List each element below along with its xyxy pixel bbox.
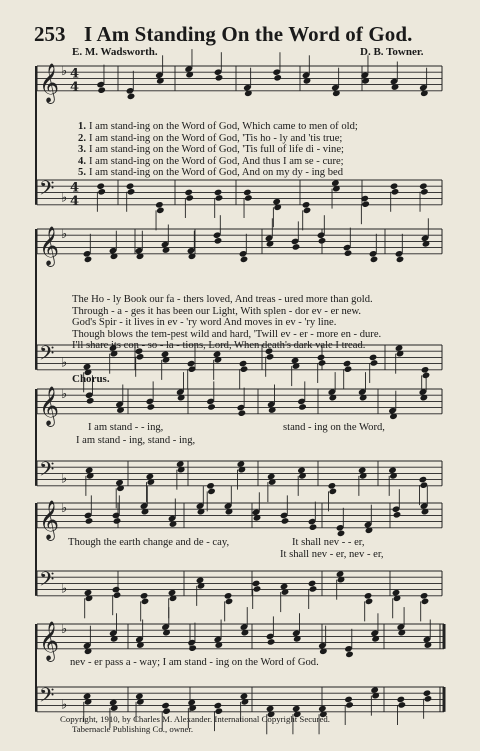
time-signature: 4: [70, 79, 80, 95]
note-head: [318, 359, 327, 367]
note-head: [207, 403, 216, 411]
copyright-notice: Copyright, 1910, by Charles M. Alexander. International Copyright Secured. Tabernacle Publishing Co., owner.: [60, 714, 330, 734]
bass-clef: 𝄢: [39, 457, 55, 486]
note-head: [281, 517, 290, 525]
note-head: [239, 360, 248, 368]
note-head: [303, 207, 312, 215]
flat-icon: ♭: [61, 227, 68, 243]
note-head: [140, 592, 149, 600]
note-head: [345, 651, 354, 659]
note-head: [207, 488, 216, 496]
note-head: [115, 479, 124, 487]
note-head: [225, 598, 234, 606]
note-head: [135, 693, 144, 701]
note-head: [127, 93, 136, 101]
lyricist-credit: E. M. Wadsworth.: [72, 46, 158, 58]
note-head: [336, 570, 345, 578]
flat-icon: ♭: [61, 501, 68, 517]
chorus-lyric: I am stand - - ing,: [88, 422, 164, 433]
note-head: [272, 198, 281, 206]
note-head: [85, 467, 94, 475]
note-head: [423, 689, 432, 697]
note-head: [420, 481, 429, 489]
note-head: [113, 591, 122, 599]
verse-line: Through - a - ges it has been our Light, With splen - dor ev - er new.: [72, 305, 362, 317]
time-signature: 4: [70, 180, 80, 196]
note-head: [388, 467, 397, 475]
verse-line: The Ho - ly Book our fa - thers loved, And treas - ured more than gold.: [72, 294, 373, 305]
note-head: [240, 693, 249, 701]
note-head: [396, 256, 405, 264]
bass-clef: 𝄢: [39, 567, 55, 596]
note-head: [97, 86, 106, 94]
note-head: [420, 592, 429, 600]
note-head: [215, 194, 224, 202]
note-head: [421, 366, 430, 374]
note-head: [109, 699, 118, 707]
note-head: [215, 74, 224, 82]
note-head: [369, 354, 378, 362]
chorus-label: Chorus.: [72, 373, 110, 385]
note-head: [224, 592, 233, 600]
flat-icon: ♭: [61, 622, 68, 638]
note-head: [83, 363, 92, 371]
note-head: [280, 583, 289, 591]
flat-icon: ♭: [61, 355, 68, 371]
note-head: [136, 353, 145, 361]
verse-line: 3. I am stand-ing on the Word of God, 'Tis full of life di - vine;: [78, 144, 344, 156]
note-head: [318, 705, 327, 713]
note-head: [396, 696, 405, 704]
note-head: [214, 189, 223, 197]
note-head: [392, 589, 401, 597]
note-head: [84, 256, 93, 264]
flat-icon: ♭: [61, 471, 68, 487]
time-signature: 4: [70, 66, 80, 82]
note-head: [238, 409, 247, 417]
note-head: [318, 237, 327, 245]
treble-clef: 𝄞: [39, 620, 60, 661]
note-head: [146, 473, 155, 481]
note-head: [365, 598, 374, 606]
treble-clef: 𝄞: [39, 499, 60, 540]
note-head: [391, 188, 400, 196]
verse-line: God's Spir - it lives in ev - 'ry word And moves in ev - 'ry line.: [72, 317, 337, 329]
verse-line: 4. I am stand-ing on the Word of God, And thus I am se - cure;: [78, 155, 344, 167]
note-head: [267, 473, 276, 481]
note-head: [113, 517, 122, 525]
bass-clef: 𝄢: [39, 341, 55, 370]
note-head: [126, 182, 135, 190]
note-head: [419, 182, 428, 190]
chorus-lyric: nev - er pass a - way; I am stand - ing on the Word of God.: [70, 657, 319, 668]
flat-icon: ♭: [61, 64, 68, 80]
note-head: [298, 403, 307, 411]
note-head: [97, 188, 106, 196]
bass-clef: 𝄢: [39, 176, 55, 205]
note-head: [397, 701, 406, 709]
note-head: [213, 702, 222, 710]
note-head: [253, 585, 262, 593]
note-head: [292, 705, 301, 713]
note-head: [243, 189, 252, 197]
note-head: [309, 585, 318, 593]
treble-clef: 𝄞: [39, 62, 60, 103]
flat-icon: ♭: [61, 190, 68, 206]
flat-icon: ♭: [61, 581, 68, 597]
note-head: [127, 188, 136, 196]
note-head: [421, 598, 430, 606]
note-head: [168, 589, 177, 597]
note-head: [343, 360, 352, 368]
note-head: [176, 460, 185, 468]
note-head: [344, 696, 353, 704]
note-head: [345, 701, 354, 709]
flat-icon: ♭: [61, 387, 68, 403]
note-head: [390, 182, 399, 190]
note-head: [308, 580, 317, 588]
note-head: [244, 194, 253, 202]
flat-icon: ♭: [61, 697, 68, 713]
chorus-lyric: It shall nev - er, nev - er,: [280, 549, 384, 560]
verse-line: Though blows the tem-pest wild and hard, 'Twill ev - er - more en - dure.: [72, 328, 382, 340]
verse-line: 2. I am stand-ing on the Word of God, 'Tis ho - ly and 'tis true;: [78, 132, 343, 144]
note-head: [361, 200, 370, 208]
note-head: [214, 237, 223, 245]
treble-clef: 𝄞: [39, 385, 60, 426]
note-head: [185, 194, 194, 202]
note-head: [86, 397, 95, 405]
note-head: [161, 702, 170, 710]
note-head: [364, 592, 373, 600]
hymn-title: I Am Standing On the Word of God.: [84, 22, 413, 46]
chorus-lyric: I am stand - ing, stand - ing,: [76, 435, 196, 446]
note-head: [297, 467, 306, 475]
verse-line: 5. I am stand-ing on the Word of God, And on my dy - ing bed: [78, 167, 344, 179]
chorus-lyric: stand - ing on the Word,: [283, 422, 385, 433]
note-head: [370, 686, 379, 694]
note-head: [317, 354, 326, 362]
note-head: [292, 243, 301, 251]
note-head: [240, 256, 249, 264]
note-head: [370, 256, 379, 264]
note-head: [419, 476, 428, 484]
verse-line: I'll share its con - so - la - tions, Lord, When death's dark vale I tread.: [72, 340, 366, 352]
note-head: [187, 699, 196, 707]
note-head: [147, 403, 156, 411]
note-head: [309, 523, 318, 531]
note-head: [85, 517, 94, 525]
note-head: [344, 249, 353, 257]
composer-credit: D. B. Towner.: [360, 46, 424, 58]
bass-clef: 𝄢: [39, 683, 55, 712]
note-head: [273, 74, 282, 82]
note-head: [266, 705, 275, 713]
note-head: [156, 207, 165, 215]
note-head: [196, 577, 205, 585]
note-head: [83, 693, 92, 701]
note-head: [252, 580, 261, 588]
note-head: [206, 482, 215, 490]
hymn-number: 253: [34, 22, 66, 46]
time-signature: 4: [70, 193, 80, 209]
note-head: [424, 695, 433, 703]
note-head: [237, 460, 246, 468]
note-head: [84, 589, 93, 597]
note-head: [358, 467, 367, 475]
note-head: [112, 586, 121, 594]
note-head: [141, 598, 150, 606]
chorus-lyric: Though the earth change and de - cay,: [68, 537, 230, 548]
note-head: [393, 511, 402, 519]
chorus-lyric: It shall nev - - er,: [292, 537, 365, 548]
note-head: [370, 359, 379, 367]
note-head: [240, 365, 249, 373]
note-head: [266, 353, 275, 361]
note-head: [302, 201, 311, 209]
note-head: [291, 357, 300, 365]
verse-line: 1. I am stand-ing on the Word of God, Which came to men of old;: [78, 121, 358, 132]
note-head: [267, 638, 276, 646]
note-head: [187, 360, 196, 368]
note-head: [328, 482, 337, 490]
note-head: [184, 189, 193, 197]
treble-clef: 𝄞: [39, 225, 60, 266]
note-head: [420, 188, 429, 196]
note-head: [331, 179, 340, 187]
note-head: [155, 201, 164, 209]
note-head: [344, 365, 353, 373]
note-head: [329, 488, 338, 496]
note-head: [96, 182, 105, 190]
